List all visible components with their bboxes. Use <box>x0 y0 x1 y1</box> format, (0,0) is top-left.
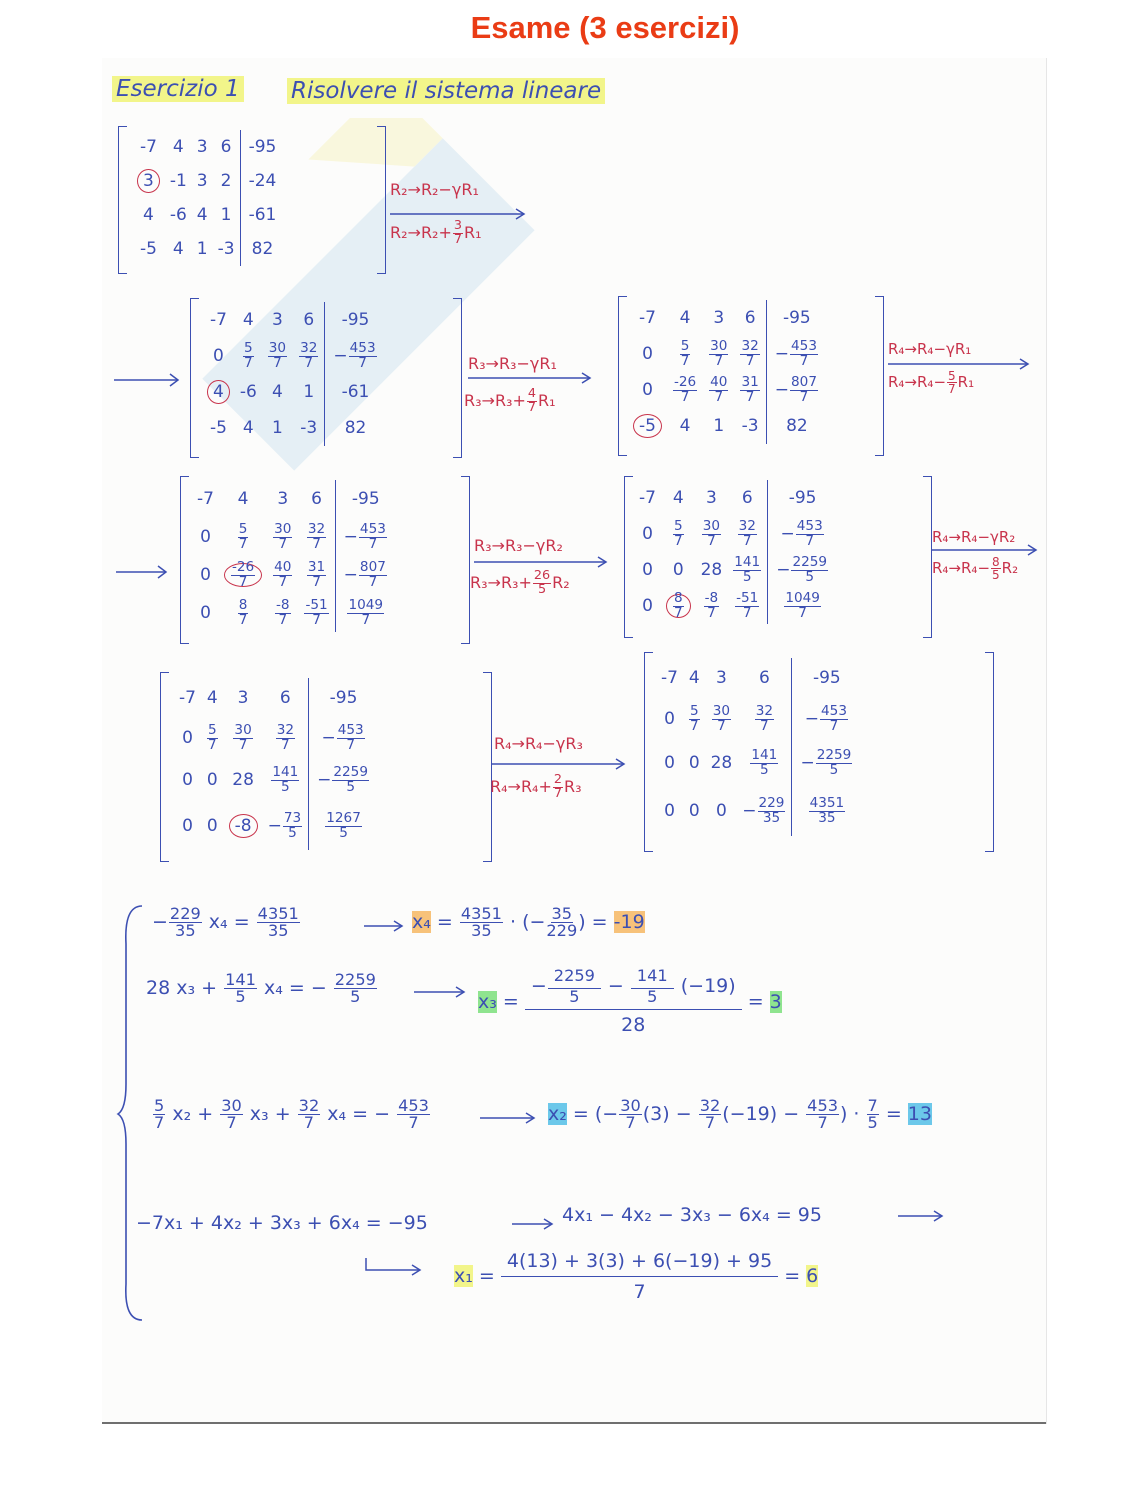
row-op-3b: R₄→R₄− $\frac{5}{7}$ R₁ <box>888 369 975 396</box>
row-op-1a: R₂→R₂−γR₁ <box>390 180 479 199</box>
arrow-eq4 <box>512 1218 558 1230</box>
solution-x1: x₁ = $\frac{4(13) + 3(3) + 6(-19) + 95}{7}$ = 6 <box>454 1250 819 1303</box>
row-op-6b: R₄→R₄+ $\frac{2}{7}$ R₃ <box>490 772 582 801</box>
pivot-circle: -8 <box>229 814 258 838</box>
row-op-5a: R₄→R₄−γR₂ <box>932 528 1016 546</box>
hook-arrow <box>364 1256 428 1278</box>
row-op-6a: R₄→R₄−γR₃ <box>494 734 583 753</box>
equation-4-rewritten: 4x₁ − 4x₂ − 3x₃ − 6x₄ = 95 <box>562 1204 822 1226</box>
page-title: Esame (3 esercizi) <box>470 10 740 45</box>
equation-2: 28 x₃ + $\frac{141}{5}$ x₄ = − $\frac{2259}{5}$ <box>146 970 376 1007</box>
matrix-2: -7 4 3 6 -95 0 $\frac{5}{7}$ $\frac{30}{7}$ $\frac{32}{7}$ − $\frac{453}{7}$ 0 $\frac{-26}{7}$ $\frac{40}{7}$ $\frac{31}{7}$ − $\frac{807}{7}$ -5 4 1 -3 82 <box>618 296 884 456</box>
arrow-4 <box>474 556 612 568</box>
next-arrow-2 <box>116 564 172 580</box>
pivot-circle: 4 <box>207 380 230 404</box>
pivot-circle: -5 <box>633 414 662 438</box>
arrow-5 <box>932 544 1042 556</box>
solution-x3: x₃ = − $\frac{2259}{5}$ − $\frac{141}{5}$ (−19) 28 = 3 <box>478 966 782 1037</box>
row-op-4b: R₃→R₃+ $\frac{26}{5}$ R₂ <box>470 568 570 597</box>
row-op-4a: R₃→R₃−γR₂ <box>474 536 563 555</box>
equation-4: −7x₁ + 4x₂ + 3x₃ + 6x₄ = −95 <box>136 1212 428 1234</box>
exercise-label: Esercizio 1 <box>112 76 244 102</box>
matrix-0: -7 4 3 6 -95 3 -1 3 2 -24 4 -6 4 1 -61 -5 4 1 -3 82 <box>118 126 386 274</box>
row-op-2a: R₃→R₃−γR₁ <box>468 354 557 373</box>
arrow-x4 <box>364 920 408 932</box>
row-op-1b: R₂→R₂+ $\frac{3}{7}$ R₁ <box>390 218 482 247</box>
matrix-4: -7 4 3 6 -95 0 $\frac{5}{7}$ $\frac{30}{7}$ $\frac{32}{7}$ − $\frac{453}{7}$ 0 0 28 $\frac{141}{5}$ − $\frac{2259}{5}$ 0 $\frac{8}{7}$ $\frac{-8}{7}$ $\frac{-51}{7}$ $\frac{1049}{7}$ <box>624 476 932 638</box>
solution-x4: x₄ = $\frac{4351}{35}$ · (− $\frac{35}{229}$ ) = -19 <box>412 904 645 941</box>
arrow-3 <box>888 358 1034 370</box>
row-op-2b: R₃→R₃+ $\frac{4}{7}$ R₁ <box>464 386 556 415</box>
row-op-3a: R₄→R₄−γR₁ <box>888 340 972 358</box>
handwritten-sheet <box>102 58 1046 1424</box>
matrix-1: -7 4 3 6 -95 0 $\frac{5}{7}$ $\frac{30}{7}$ $\frac{32}{7}$ − $\frac{453}{7}$ 4 -6 4 1 -61 -5 4 1 -3 82 <box>190 298 462 458</box>
system-brace <box>116 904 146 1322</box>
arrow-eq4-tail <box>898 1210 948 1222</box>
pivot-circle: 3 <box>137 169 160 193</box>
arrow-2 <box>468 372 596 384</box>
exercise-task: Risolvere il sistema lineare <box>287 78 605 104</box>
equation-3: $\frac{5}{7}$ x₂ + $\frac{30}{7}$ x₃ + $\frac{32}{7}$ x₄ = − $\frac{453}{7}$ <box>154 1096 429 1133</box>
arrow-6 <box>492 758 630 770</box>
pivot-circle: $\frac{-26}{7}$ <box>224 563 262 587</box>
arrow-x2 <box>480 1112 540 1124</box>
equation-1: − $\frac{229}{35}$ x₄ = $\frac{4351}{35}$ <box>152 904 299 941</box>
arrow-x3 <box>414 986 470 998</box>
matrix-6: -7 4 3 6 -95 0 $\frac{5}{7}$ $\frac{30}{7}$ $\frac{32}{7}$ − $\frac{453}{7}$ 0 0 28 $\frac{141}{5}$ − $\frac{2259}{5}$ 0 0 0 − $\frac{229}{35}$ $\frac{4351}{35}$ <box>644 652 994 852</box>
row-op-5b: R₄→R₄− $\frac{8}{5}$ R₂ <box>932 555 1019 582</box>
solution-x2: x₂ = (− $\frac{30}{7}$ (3) − $\frac{32}{7}$ (−19) − $\frac{453}{7}$ ) · $\frac{7}{5}$ = 13 <box>548 1096 932 1133</box>
next-arrow-1 <box>114 372 184 388</box>
matrix-5: -7 4 3 6 -95 0 $\frac{5}{7}$ $\frac{30}{7}$ $\frac{32}{7}$ − $\frac{453}{7}$ 0 0 28 $\frac{141}{5}$ − $\frac{2259}{5}$ 0 0 -8 − $\frac{73}{5}$ $\frac{1267}{5}$ <box>160 672 492 862</box>
pivot-circle: $\frac{8}{7}$ <box>666 594 691 618</box>
matrix-3: -7 4 3 6 -95 0 $\frac{5}{7}$ $\frac{30}{7}$ $\frac{32}{7}$ − $\frac{453}{7}$ 0 $\frac{-26}{7}$ $\frac{40}{7}$ $\frac{31}{7}$ − $\frac{807}{7}$ 0 $\frac{8}{7}$ $\frac{-8}{7}$ $\frac{-51}{7}$ $\frac{1049}{7}$ <box>180 476 470 644</box>
